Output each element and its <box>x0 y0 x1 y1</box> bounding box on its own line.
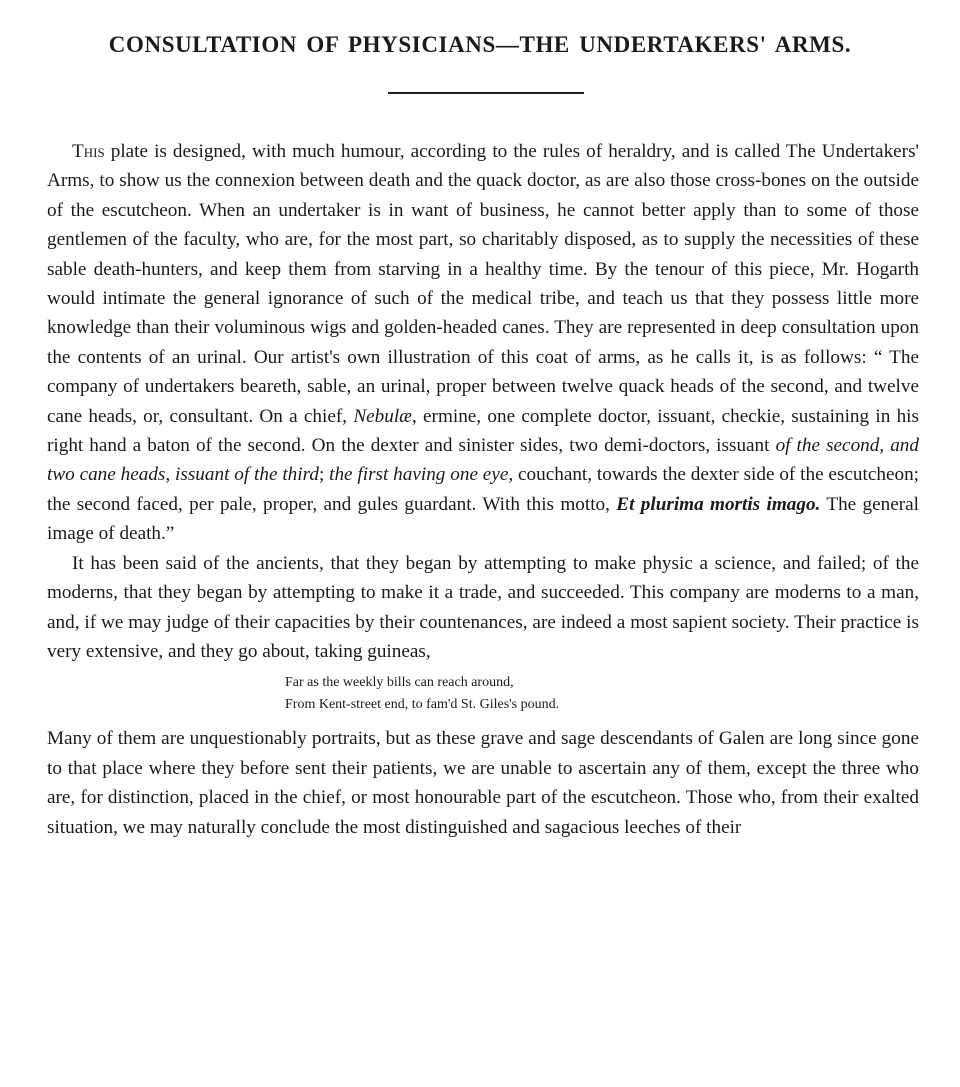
verse-line-2: From Kent-street end, to fam'd St. Giles's pound. <box>285 697 560 713</box>
paragraph-1-italic-second: of the second, and two cane heads, issuant of the third <box>47 435 919 486</box>
paragraph-1-italic-nebulae: Nebulæ <box>353 405 412 427</box>
body-text <box>47 137 919 842</box>
paragraph-1-text-b: , ermine, one complete doctor, issuant, checkie, sustaining in his right hand a baton of the second. On the dexter and sinister sides, two demi-doctors, issuant <box>47 405 919 457</box>
paragraph-1 <box>47 137 919 549</box>
verse-quotation <box>47 672 919 716</box>
paragraph-1-text-e: The general image of death.” <box>47 493 919 545</box>
verse-line-1: Far as the weekly bills can reach around, <box>285 675 514 691</box>
paragraph-1-text-c: ; <box>318 464 330 486</box>
paragraph-lead-word: This <box>72 141 105 162</box>
page-title: CONSULTATION OF PHYSICIANS—THE UNDERTAKERS' ARMS. <box>108 32 852 57</box>
paragraph-1-text-a: plate is designed, with much humour, according to the rules of heraldry, and is called The Undertakers' Arms, to show us the connexion between death and the quack doctor, as are also those cross-bones on the outside of the escutcheon. When an undertaker is in want of business, he cannot better apply than to some of those gentlemen of the faculty, who are, for the most part, so charitably disposed, as to supply the necessities of these sable death-hunters, and keep them from starving in a healthy time. By the tenour of this piece, Mr. Hogarth would intimate the general ignorance of such of the medical tribe, and teach us that they possess little more knowledge than their voluminous wigs and golden-headed canes. They are represented in deep consultation upon the contents of an urinal. Our artist's own illustration of this coat of arms, as he calls it, is as follows: “ The company of undertakers beareth, sable, an urinal, proper between twelve quack heads of the second, and twelve cane heads, or, consultant. On a chief, <box>47 141 919 427</box>
paragraph-1-text-d: couchant, towards the dexter side of the escutcheon; the second faced, per pale, proper, and gules guardant. With this motto, <box>47 464 920 515</box>
paragraph-1-italic-first: the first having one eye, <box>329 464 514 486</box>
title-divider <box>388 92 584 94</box>
paragraph-1-motto: Et plurima mortis imago. <box>616 493 821 515</box>
paragraph-3: Many of them are unquestionably portraits, but as these grave and sage descendants of Galen are long since gone to that place where they before sent their patients, we are unable to ascertain any of them, except the three who are, for distinction, placed in the chief, or most honourable part of the escutcheon. Those who, from their exalted situation, we may naturally conclude the most distinguished and sagacious leeches of their <box>47 728 919 838</box>
paragraph-2: It has been said of the ancients, that they began by attempting to make physic a science, and failed; of the moderns, that they began by attempting to make it a trade, and succeeded. This company are moderns to a man, and, if we may judge of their capacities by their countenances, are indeed a most sapient society. Their practice is very extensive, and they go about, taking guineas, <box>47 552 919 662</box>
